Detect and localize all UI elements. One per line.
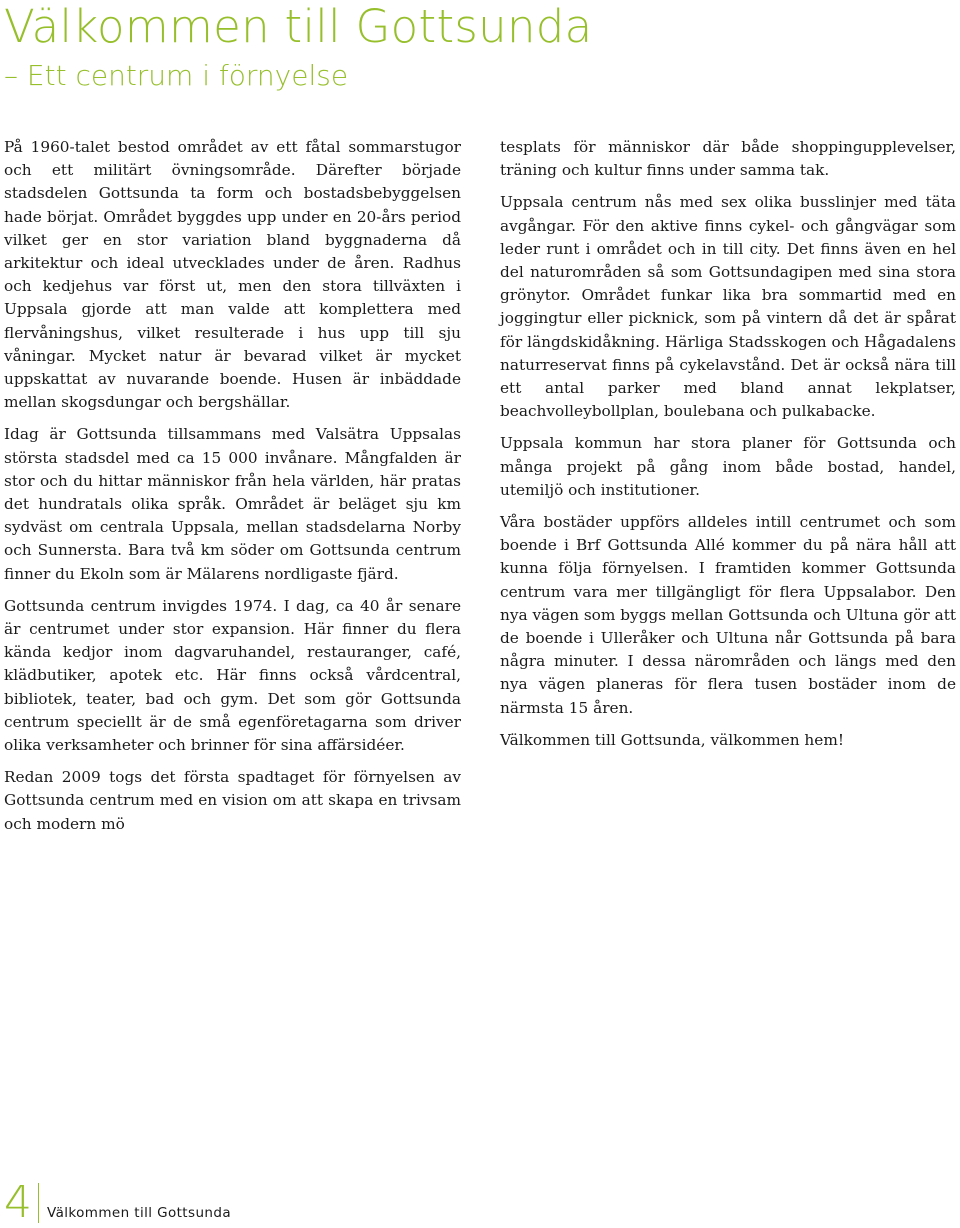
footer-divider <box>38 1183 39 1223</box>
page-footer <box>4 1177 231 1228</box>
paragraph-renewal-continued: tesplats för människor där både shoppingupplevelser, träning och kultur finns under samma tak. <box>500 138 956 180</box>
paragraph-municipal-plans: Uppsala kommun har stora planer för Gottsunda och många projekt på gång inom både bostad, handel, utemiljö och institutioner. <box>500 434 956 499</box>
paragraph-centrum: Gottsunda centrum invigdes 1974. I dag, ca 40 år senare är centrumet under stor expansion. Här finner du flera kända kedjor inom dagvaruhandel, restauranger, café, klädbutiker, apotek etc. Här finns också vårdcentral, bibliotek, teater, bad och gym. Det som gör Gottsunda centrum speciellt är de små egenföretagarna som driver olika verksamheter och brinner för sina affärsidéer. <box>4 596 461 755</box>
paragraph-housing: Våra bostäder uppförs alldeles intill centrumet och som boende i Brf Gottsunda Allé kommer du på nära håll att kunna följa förnyelsen. I framtiden kommer Gottsunda centrum vara mer tillgängligt för flera Uppsalabor. Den nya vägen som byggs mellan Gottsunda och Ultuna gör att de boende i Ulleråker och Ultuna når Gottsunda på bara några minuter. I dessa närområden och längs med den nya vägen planeras för flera tusen bostäder inom de närmsta 15 åren. <box>500 513 956 717</box>
paragraph-renewal: Redan 2009 togs det första spadtaget för förnyelsen av Gottsunda centrum med en vision om att skapa en trivsam och modern mö <box>4 768 461 833</box>
page-number: 4 <box>4 1177 32 1228</box>
paragraph-population: Idag är Gottsunda tillsammans med Valsätra Uppsalas största stadsdel med ca 15 000 invånare. Mångfalden är stor och du hittar människor från hela världen, här pratas det hundratals olika språk. Området är beläget sju km sydväst om centrala Uppsala, mellan stadsdelarna Norby och Sunnersta. Bara två km söder om Gottsunda centrum finner du Ekoln som är Mälarens nordligaste fjärd. <box>4 425 461 583</box>
page-subtitle: – Ett centrum i förnyelse <box>4 59 349 92</box>
running-title: Välkommen till Gottsunda <box>47 1205 231 1221</box>
paragraph-history: På 1960-talet bestod området av ett fåtal sommarstugor och ett militärt övningsområde. Därefter började stadsdelen Gottsunda ta form och bostadsbebyggelsen hade börjat. Området byggdes upp under en 20-års period vilket ger en stor variation bland byggnaderna då arkitektur och ideal utvecklades under de åren. Radhus och kedjehus var först ut, men den stora tillväxten i Uppsala gjorde att man valde att komplettera med flervåningshus, vilket resulterade i hus upp till sju våningar. Mycket natur är bevarad vilket är mycket uppskattat av nuvarande boende. Husen är inbäddade mellan skogsdungar och bergshällar. <box>4 138 461 412</box>
paragraph-transport-nature: Uppsala centrum nås med sex olika busslinjer med täta avgångar. För den aktive finns cykel- och gångvägar som leder runt i området och in till city. Det finns även en hel del naturområden så som Gottsundagipen med sina stora grönytor. Området funkar lika bra sommartid med en joggingtur eller picknick, som på vintern då det är spårat för längdskidåkning. Härliga Stadsskogen och Hågadalens naturreservat finns på cykelavstånd. Det är också nära till ett antal parker med bland annat lekplatser, beachvolleybollplan, boulebana och pulkabacke. <box>500 193 956 421</box>
article-column-right <box>500 136 956 761</box>
paragraph-welcome: Välkommen till Gottsunda, välkommen hem! <box>500 730 844 749</box>
article-column-left <box>4 136 461 845</box>
page-title: Välkommen till Gottsunda <box>4 0 593 53</box>
